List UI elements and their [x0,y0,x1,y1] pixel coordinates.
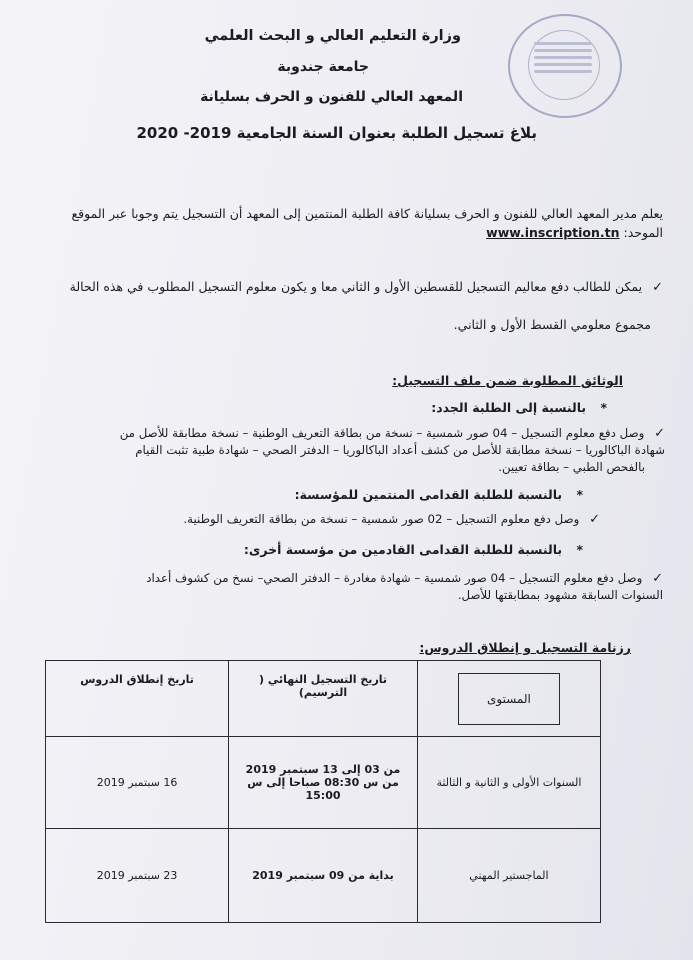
schedule-table [45,660,601,923]
transfer-students-title [244,542,583,557]
header-classes-start: تاريخ إنطلاق الدروس [46,661,229,737]
institute-name: المعهد العالي للفنون و الحرف بسليانة [200,89,463,105]
bullet-icon: * [576,487,583,502]
returning-students-text: وصل دفع معلوم التسجيل – 02 صور شمسية – نسخة من بطاقة التعريف الوطنية. [183,512,580,526]
transfer-students-line-2: السنوات السابقة مشهود بمطابقتها للأصل. [457,588,663,602]
check-icon: ✓ [589,512,600,527]
payment-note-line-1 [23,276,663,298]
row-level: السنوات الأولى و الثانية و الثالثة [417,737,600,829]
check-icon: ✓ [652,280,663,295]
page-title: بلاغ تسجيل الطلبة بعنوان السنة الجامعية 2019- 2020 [136,124,537,142]
row-classes-start: 16 سبتمبر 2019 [46,737,229,829]
header-level [417,661,600,737]
intro-line-1: يعلم مدير المعهد العالي للفنون و الحرف بسليانة كافة الطلبة المنتمين إلى المعهد أن التسجيل يتم وجوبا عبر الموقع [71,206,663,221]
table-row [46,737,601,829]
new-students-title [431,400,607,415]
registration-dates: من 03 إلى 13 سبتمبر 2019 [245,763,401,776]
intro-prefix: الموحد: [623,225,663,240]
returning-students-line-1 [183,512,600,527]
bullet-icon: * [576,542,583,557]
registration-url: www.inscription.tn [486,225,620,240]
stamp-lines [534,38,592,77]
documents-heading: الوثائق المطلوبة ضمن ملف التسجيل: [392,373,623,388]
registration-dates: بداية من 09 سبتمبر 2019 [252,869,394,882]
ministry-name: وزارة التعليم العالي و البحث العلمي [204,28,461,44]
level-label-box: المستوى [458,673,560,725]
university-name: جامعة جندوبة [277,59,369,75]
row-classes-start: 23 سبتمبر 2019 [46,829,229,923]
registration-hours: من س 08:30 صباحا إلى س 15:00 [247,776,399,802]
transfer-students-line-1 [23,570,663,587]
header-final-registration: تاريخ التسجيل النهائي ( الترسيم) [229,661,418,737]
transfer-students-title-text: بالنسبة للطلبة القدامى القادمين من مؤسسة أخرى: [243,542,563,557]
check-icon: ✓ [652,571,663,586]
row-level: الماجستير المهني [417,829,600,923]
table-row [46,829,601,923]
new-students-text-1: وصل دفع معلوم التسجيل – 04 صور شمسية – نسخة من بطاقة التعريف الوطنية – نسخة مطابقة للأصل من [119,426,645,440]
row-registration [229,737,418,829]
row-registration [229,829,418,923]
table-header-row [46,661,601,737]
check-icon: ✓ [654,426,665,441]
payment-note-text: يمكن للطالب دفع معاليم التسجيل للقسطين الأول و الثاني معا و يكون معلوم التسجيل المطلوب في هذه الحالة [69,279,643,294]
transfer-students-text-1: وصل دفع معلوم التسجيل – 04 صور شمسية – شهادة مغادرة – الدفتر الصحي– نسخ من كشوف أعداد [146,571,643,585]
returning-students-title-text: بالنسبة للطلبة القدامى المنتمين للمؤسسة: [294,487,563,502]
intro-line-2 [486,222,663,243]
official-stamp [508,14,622,118]
payment-note-line-2: مجموع معلومي القسط الأول و الثاني. [453,317,651,332]
returning-students-title [295,487,583,502]
new-students-line-2: شهادة الباكالوريا – نسخة مطابقة للأصل من كشف أعداد الباكالوريا – الدفتر الصحي – شهادة طبية تثبت القيام [135,443,665,457]
schedule-heading: رزنامة التسجيل و إنطلاق الدروس: [419,640,631,655]
new-students-line-1 [15,425,665,442]
new-students-line-3: بالفحص الطبي – بطاقة تعيين. [498,460,645,474]
bullet-icon: * [600,400,607,415]
new-students-title-text: بالنسبة إلى الطلبة الجدد: [431,400,587,415]
